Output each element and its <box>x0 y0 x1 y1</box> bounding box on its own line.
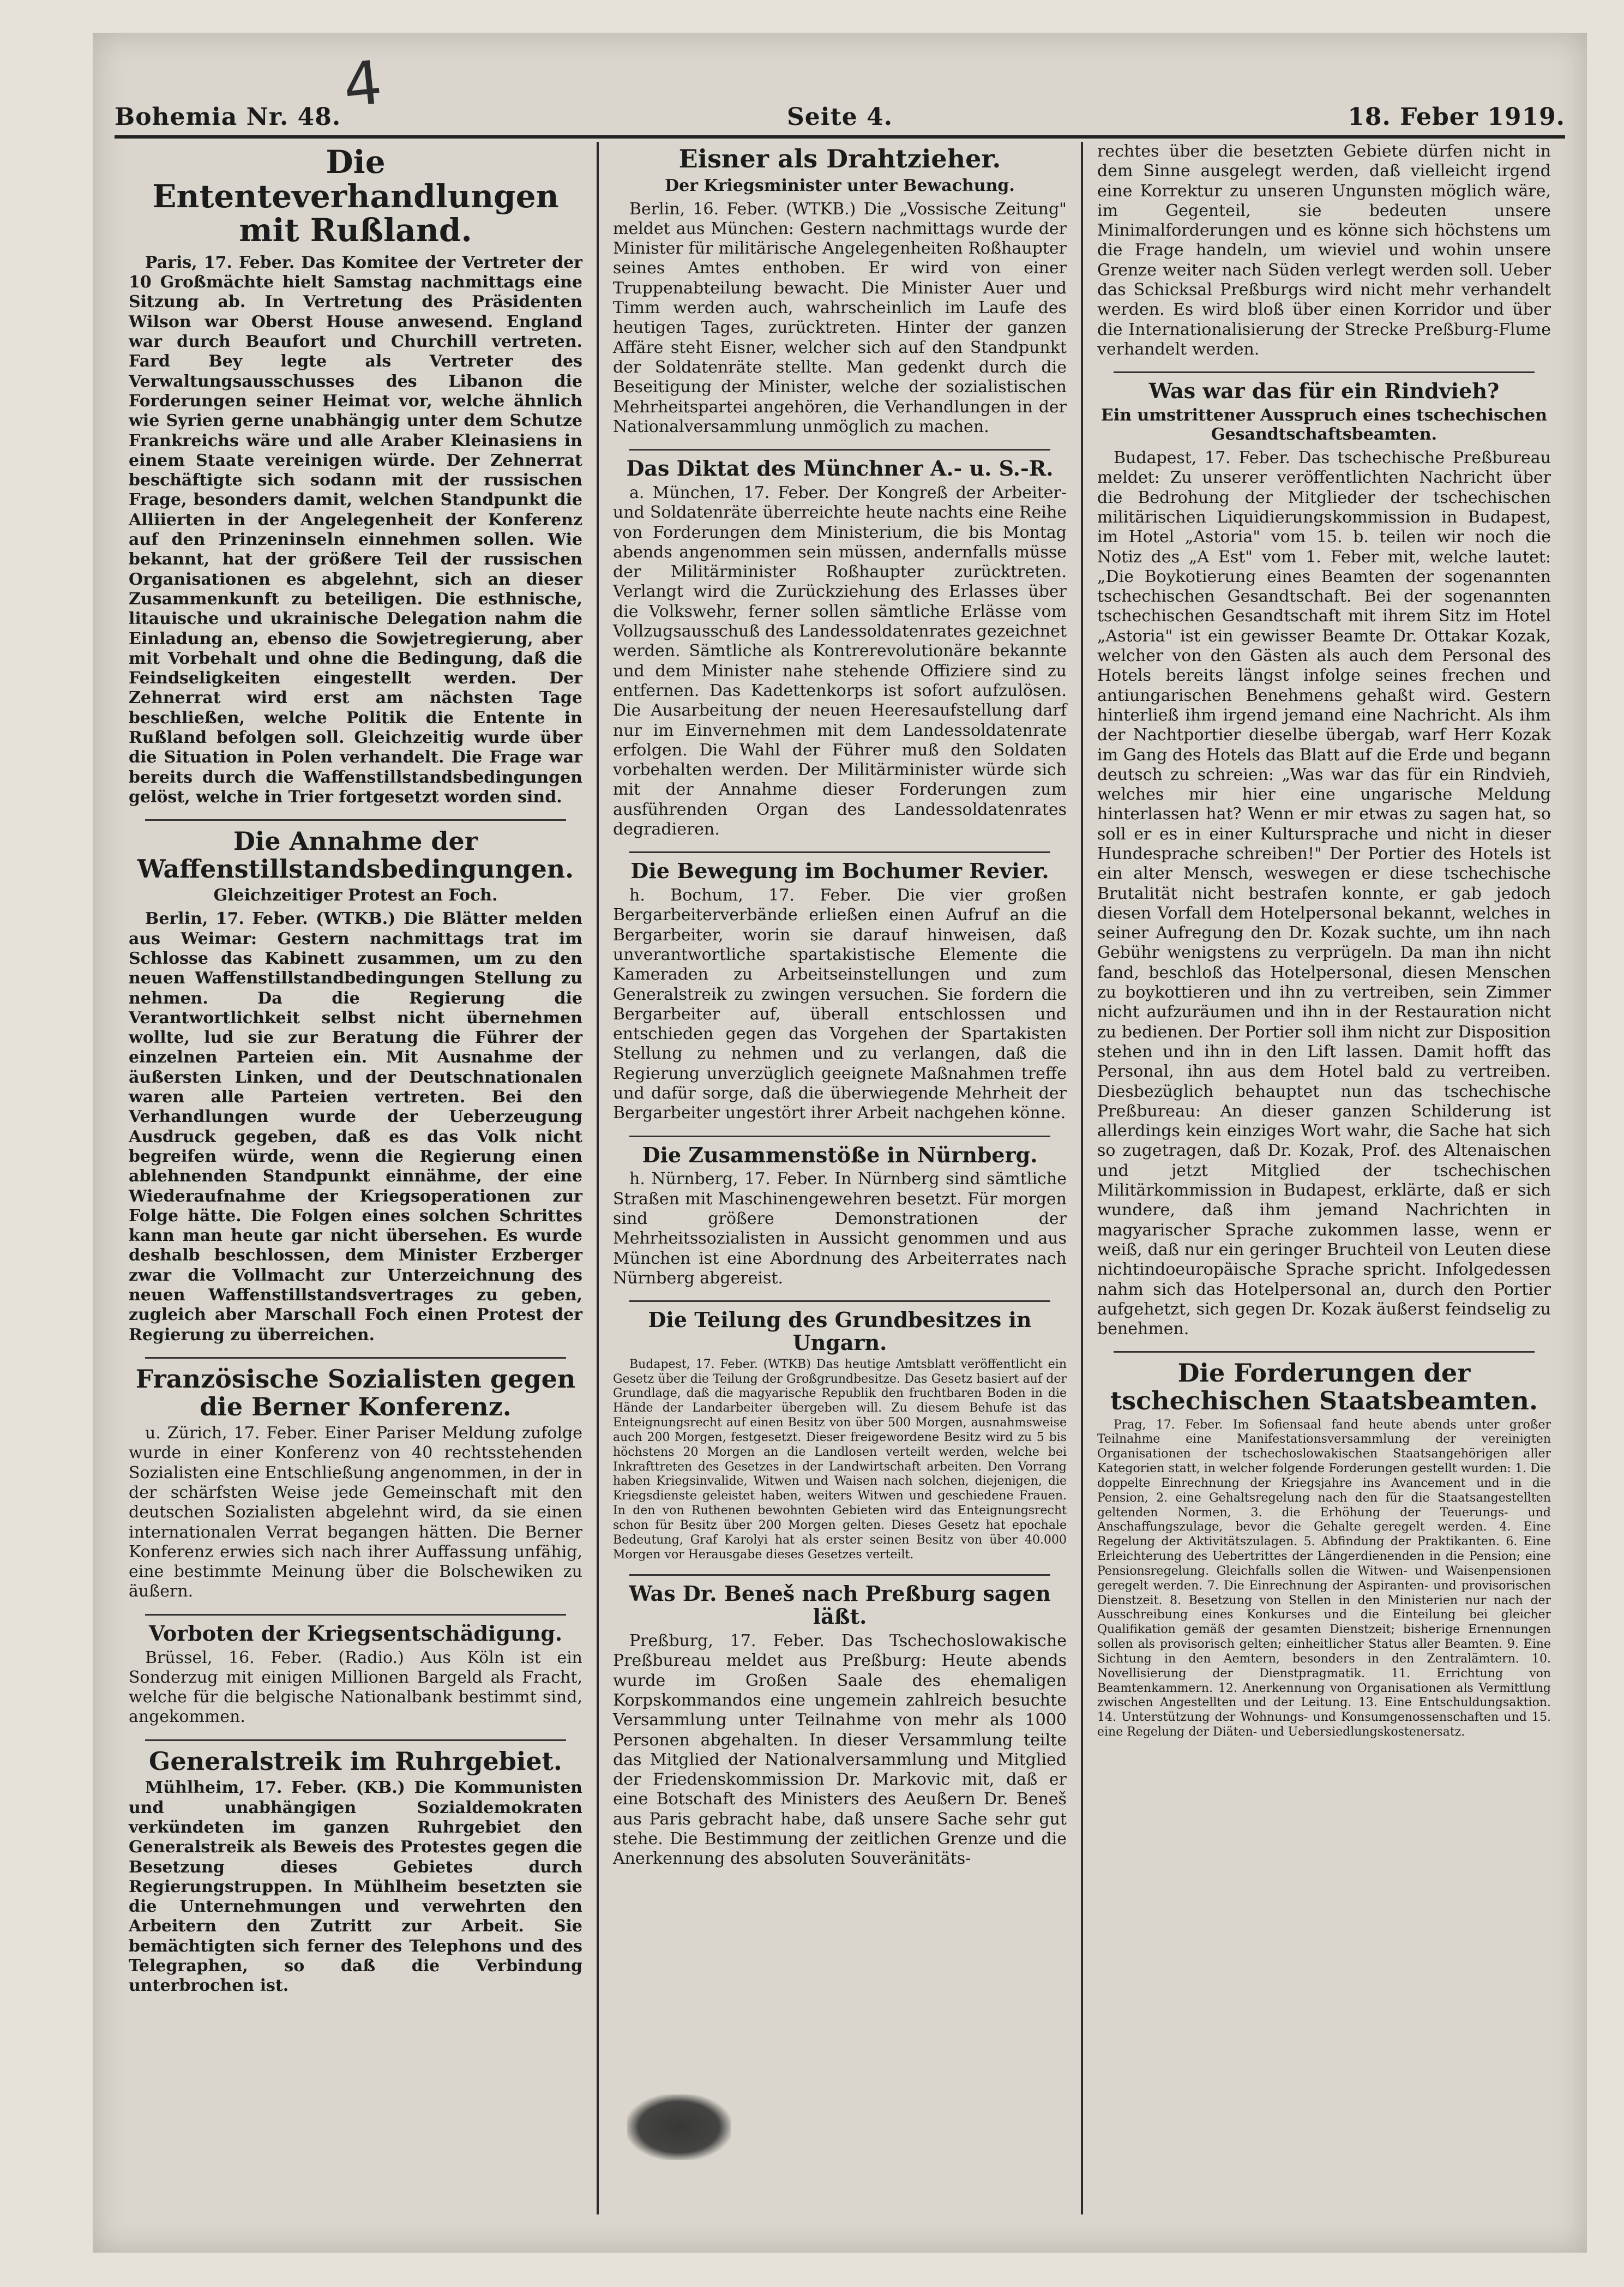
divider <box>629 449 1050 451</box>
article-body: Budapest, 17. Feber. (WTKB) Das heutige Amtsblatt veröffentlicht ein Gesetz über die Teilung der Großgrundbesitze. Das Gesetz basiert auf der Grundlage, daß die magyarische Republik den fruchtbaren Boden in die Hände der Landarbeiter übergeben will. Zu diesem Behufe ist das Enteignungsrecht auf einen Besitz von über 500 Morgen, ausnahmsweise auch 200 Morgen, festgesetzt. Dieser freigewordene Besitz wird zu 5 bis höchstens 20 Morgen an die Landlosen verteilt werden, welche bei Inkrafttreten des Gesetzes in der Landwirtschaft arbeiten. Den Vorrang haben Kriegsinvalide, Witwen und Waisen nach solchen, diejenigen, die Kriegsdienste geleistet haben, weiters Witwen und geschiedene Frauen. In den von Ruthenen bewohnten Gebieten wird das Enteignungsrecht schon für Besitz über 200 Morgen gelten. Dieses Gesetz hat epochale Bedeutung, Graf Karolyi hat als erster seinen Besitz von über 40.000 Morgen vor Herausgabe dieses Gesetzes verteilt. <box>613 1357 1067 1562</box>
article-headline: Die Ententeverhandlungen mit Rußland. <box>152 143 559 249</box>
article <box>613 457 1067 839</box>
column-3 <box>1083 142 1565 2214</box>
article <box>613 1582 1067 1869</box>
article-subheadline: Der Kriegsminister unter Bewachung. <box>665 176 1015 195</box>
article <box>613 145 1067 437</box>
article-headline: Was war das für ein Rindvieh? <box>1148 379 1500 404</box>
article-subheadline: Ein umstrittener Ausspruch eines tschechischen Gesandtschaftsbeamten. <box>1101 406 1547 445</box>
article-headline: Eisner als Drahtzieher. <box>678 144 1001 173</box>
article-body: Preßburg, 17. Feber. Das Tschechoslowakische Preßbureau meldet aus Preßburg: Heute abends wurde im Großen Saale des ehemaligen Korpskommandos eine ungemein zahlreich besuchte Versammlung unter Teilnahme von mehr als 1000 Personen abgehalten. In dieser Versammlung teilte das Mitglied der Nationalversammlung und Mitglied der Friedenskommission Dr. Markovic mit, daß er eine Botschaft des Ministers des Aeußern Dr. Beneš aus Paris gebracht habe, daß unsere Sache sehr gut stehe. Die Bestimmung der zeitlichen Grenze und die Anerkennung des absoluten Souveränitäts- <box>613 1631 1067 1869</box>
article-headline: Generalstreik im Ruhrgebiet. <box>149 1746 562 1776</box>
divider <box>145 1614 566 1616</box>
article-headline: Die Forderungen der tschechischen Staatsbeamten. <box>1110 1358 1538 1416</box>
article-headline: Die Zusammenstöße in Nürnberg. <box>642 1142 1038 1167</box>
article-subheadline: Gleichzeitiger Protest an Foch. <box>213 886 498 905</box>
divider <box>1114 371 1535 373</box>
article <box>613 1308 1067 1562</box>
divider <box>629 1300 1050 1302</box>
article-body: u. Zürich, 17. Feber. Einer Pariser Meldung zufolge wurde in einer Konferenz von 40 rechtsstehenden Sozialisten eine Entschließung angenommen, in der in der schärfsten Weise jede Gemeinschaft mit den deutschen Sozialisten abgelehnt wird, da sie einen internationalen Verrat begangen hätten. Die Berner Konferenz erwies sich nach ihrer Auffassung unfähig, eine bestimmte Meinung über die Bolschewiken zu äußern. <box>129 1424 582 1601</box>
article-body: Berlin, 16. Feber. (WTKB.) Die „Vossische Zeitung" meldet aus München: Gestern nachmittags wurde der Minister für militärische Angelegenheiten Roßhaupter seines Amtes enthoben. Er wird von einer Truppenabteilung bewacht. Die Minister Auer und Timm werden auch, wahrscheinlich im Laufe des heutigen Tages, zurücktreten. Hinter der ganzen Affäre steht Eisner, welcher sich auf den Standpunkt der Soldatenräte stellte. Man gedenkt durch die Beseitigung der Minister, welche der sozialistischen Mehrheitspartei angehören, die Verhandlungen in der Nationalversammlung unmöglich zu machen. <box>613 199 1067 436</box>
article <box>1097 142 1551 359</box>
article <box>129 1748 582 1996</box>
article-headline: Französische Sozialisten gegen die Berner Konferenz. <box>135 1364 576 1421</box>
article <box>613 860 1067 1123</box>
article <box>1097 1359 1551 1739</box>
header-masthead: Bohemia Nr. 48. <box>115 103 341 131</box>
article-body: Budapest, 17. Feber. Das tschechische Preßbureau meldet: Zu unserer veröffentlichten Nachricht über die Bedrohung der Mitglieder der tschechischen militärischen Liquidierungskommission in Budapest, im Hotel „Astoria" vom 15. b. teilen wir noch die Notiz des „A Est" vom 1. Feber mit, welche lautet: „Die Boykotierung eines Beamten der sogenannten tschechischen Gesandtschaft. Bei der sogenannten tschechischen Gesandtschaft mit ihrem Sitz im Hotel „Astoria" ist ein gewisser Beamte Dr. Ottakar Kozak, welcher von den Gästen als auch dem Personal des Hotels bereits längst infolge seines frechen und antiungarischen Benehmens gehaßt wird. Gestern hinterließ ihm irgend jemand eine Nachricht. Als ihm der Nachtportier dieselbe übergab, warf Herr Kozak im Gang des Hotels das Blatt auf die Erde und begann deutsch zu schreien: „Was war das für ein Rindvieh, welches mir hier eine ungarische Meldung hinterlassen hat? Wenn er mir etwas zu sagen hat, so soll er es in einer Kultursprache und nicht in dieser Hundesprache schreiben!" Der Portier des Hotels ist ein alter Mensch, weswegen er diese tschechische Brutalität nicht bestrafen konnte, er gab jedoch diesen Vorfall dem Hotelpersonal bekannt, welches in seiner Aufregung den Dr. Kozak suchte, um ihn nach Gebühr wenigstens zu verprügeln. Da man ihn nicht fand, beschloß das Hotelpersonal, diesen Menschen zu boykottieren und ihn zu vertreiben, sein Zimmer nicht aufzuräumen und ihn in der Restauration nicht zu bedienen. Der Portier soll ihm nicht zur Disposition stehen und ihn in den Lift lassen. Damit hofft das Personal, ihn aus dem Hotel bald zu vertreiben. Diesbezüglich behauptet nun das tschechische Preßbureau: An dieser ganzen Schilderung ist allerdings kein einziges Wort wahr, die Sache hat sich so zugetragen, daß Dr. Kozak, Prof. des Altenaischen und jetzt Mitglied der tschechischen Militärkommission in Budapest, erklärte, daß er sich wundere, daß ihm jemand Nachrichten in magyarischer Sprache zukommen lasse, wenn er weiß, daß nur ein geringer Bruchteil von Leuten diese nichtindoeuropäische Sprache spricht. Infolgedessen nahm sich das Hotelpersonal an, durch den Portier aufgehetzt, sich gegen Dr. Kozak äußerst feindselig zu benehmen. <box>1097 448 1551 1339</box>
header-page-number: Seite 4. <box>786 103 893 131</box>
divider <box>629 851 1050 853</box>
divider <box>145 1357 566 1359</box>
article <box>1097 380 1551 1339</box>
divider <box>1114 1351 1535 1353</box>
article-headline: Die Teilung des Grundbesitzes in Ungarn. <box>648 1307 1032 1355</box>
article-body: a. München, 17. Feber. Der Kongreß der Arbeiter- und Soldatenräte überreichte heute nachts eine Reihe von Forderungen dem Ministerium, die bis Montag abends angenommen sein müssen, andernfalls müsse der Militärminister Roßhaupter zurücktreten. Verlangt wird die Zurückziehung des Erlasses über die Volkswehr, ferner sollen sämtliche Erlässe vom Vollzugsausschuß des Landessoldatenrates gezeichnet werden. Sämtliche als Kontrerevolutionäre bekannte und dem Minister nahe stehende Offiziere sind zu entfernen. Das Kadettenkorps ist sofort aufzulösen. Die Ausarbeitung der neuen Heeresaufstellung darf nur im Einvernehmen mit dem Landessoldatenrate erfolgen. Die Wahl der Führer muß den Soldaten vorbehalten werden. Der Militärminister würde sich mit der Annahme dieser Forderungen zum ausführenden Organ des Landessoldatenrates degradieren. <box>613 483 1067 839</box>
divider <box>145 1739 566 1741</box>
columns <box>115 142 1565 2214</box>
article-body: h. Bochum, 17. Feber. Die vier großen Bergarbeiterverbände erließen einen Aufruf an die Bergarbeiter, worin sie darauf hinweisen, daß unverantwortliche spartakistische Elemente die Kameraden zu Arbeitseinstellungen und zum Generalstreik zu zwingen versuchen. Sie fordern die Bergarbeiter auf, überall entschlossen und entschieden gegen das Vorgehen der Spartakisten Stellung zu nehmen und zu verlangen, daß die Regierung unverzüglich geeignete Maßnahmen treffe und dafür sorge, daß die überwiegende Mehrheit der Bergarbeiter ungestört ihrer Arbeit nachgehen könne. <box>613 886 1067 1123</box>
page-header <box>115 47 1565 139</box>
article-headline: Die Bewegung im Bochumer Revier. <box>630 859 1049 884</box>
divider <box>629 1136 1050 1137</box>
article <box>129 1622 582 1727</box>
article-headline: Was Dr. Beneš nach Preßburg sagen läßt. <box>629 1581 1051 1629</box>
article-body: Brüssel, 16. Feber. (Radio.) Aus Köln ist ein Sonderzug mit einigen Millionen Bargeld als Fracht, welche für die belgische Nationalbank bestimmt sind, angekommen. <box>129 1648 582 1727</box>
article-body: h. Nürnberg, 17. Feber. In Nürnberg sind sämtliche Straßen mit Maschinengewehren besetzt. Für morgen sind größere Demonstrationen der Mehrheitssozialisten in Aussicht genommen und aus München ist eine Abordnung des Arbeiterrates nach Nürnberg abgereist. <box>613 1169 1067 1288</box>
article <box>129 827 582 1345</box>
article <box>613 1144 1067 1289</box>
article-headline: Vorboten der Kriegsentschädigung. <box>148 1620 563 1646</box>
divider <box>629 1574 1050 1576</box>
article-body: Berlin, 17. Feber. (WTKB.) Die Blätter melden aus Weimar: Gestern nachmittags trat im Schlosse das Kabinett zusammen, um zu den neuen Waffenstillstandbedingungen Stellung zu nehmen. Da die Regierung die Verantwortlichkeit selbst nicht übernehmen wollte, lud sie zur Beratung die Führer der einzelnen Parteien ein. Mit Ausnahme der äußersten Linken, und der Deutschnationalen waren alle Parteien vertreten. Bei den Verhandlungen wurde der Ueberzeugung Ausdruck gegeben, daß es das Volk nicht begreifen würde, wenn die Regierung einen ablehnenden Standpunkt einnähme, der eine Wiederaufnahme der Kriegsoperationen zur Folge hätte. Die Folgen eines solchen Schrittes kann man heute gar nicht übersehen. Es wurde deshalb beschlossen, dem Minister Erzberger zwar die Vollmacht zur Unterzeichnung des neuen Waffenstillstandsvertrages zu geben, zugleich aber Marschall Foch einen Protest der Regierung zu überreichen. <box>129 909 582 1344</box>
header-date: 18. Feber 1919. <box>1348 103 1565 131</box>
divider <box>145 819 566 821</box>
article-headline: Die Annahme der Waffenstillstandsbedingungen. <box>137 826 574 884</box>
article-headline: Das Diktat des Münchner A.- u. S.-R. <box>626 456 1054 481</box>
article-body-continued: rechtes über die besetzten Gebiete dürfen nicht in dem Sinne ausgelegt werden, daß vielleicht irgend eine Korrektur zu unseren Ungunsten möglich wäre, im Gegenteil, sie bedeuten unsere Minimalforderungen und es könne sich höchstens um die Frage handeln, um wieviel und wohin unsere Grenze weiter nach Süden verlegt werden soll. Ueber das Schicksal Preßburgs wird nicht mehr verhandelt werden. Es wird bloß über einen Korridor und über die Internationalisierung der Strecke Preßburg-Flume verhandelt werden. <box>1097 142 1551 359</box>
article-body: Mühlheim, 17. Feber. (KB.) Die Kommunisten und unabhängigen Sozialdemokraten verkündeten im ganzen Ruhrgebiet den Generalstreik als Beweis des Protestes gegen die Besetzung dieses Gebietes durch Regierungstruppen. In Mühlheim besetzten sie die Unternehmungen und verwehrten den Arbeitern den Zutritt zur Arbeit. Sie bemächtigten sich ferner des Telephons und des Telegraphen, so daß die Verbindung unterbrochen ist. <box>129 1778 582 1996</box>
newspaper-page <box>93 33 1587 2253</box>
handwritten-page-mark: 4 <box>340 47 386 121</box>
column-1 <box>115 142 599 2214</box>
column-2 <box>599 142 1083 2214</box>
article-body: Prag, 17. Feber. Im Sofiensaal fand heute abends unter großer Teilnahme eine Manifestationsversammlung der vereinigten Organisationen der tschechoslowakischen Staatsangehörigen aller Kategorien statt, in welcher folgende Forderungen gestellt wurden: 1. Die doppelte Einrechnung der Kriegsjahre ins Avancement und in die Pension, 2. eine Gehaltsregelung nach den für die Staatsangestellten geltenden Normen, 3. die Erhöhung der Teuerungs- und Anschaffungszulage, bevor die Gehalte geregelt werden. 4. Eine Regelung der Aktivitätszulagen. 5. Abfindung der Praktikanten. 6. Eine Erleichterung des Uebertrittes der Längerdienenden in die Pension; eine Pensionsregelung. Gleichfalls sollen die Witwen- und Waisenpensionen geregelt werden. 7. Die Einrechnung der Aspiranten- und provisorischen Dienstzeit. 8. Besetzung von Stellen in den Ministerien nur nach der Ausschreibung eines Konkurses und die Einteilung bei gleicher Qualifikation gemäß der gesamten Dienstzeit; bisherige Ernennungen sollen als provisorisch gelten; einheitlicher Status aller Beamten. 9. Eine Sichtung in den Aemtern, besonders in den Zentralämtern. 10. Novellisierung der Dienstpragmatik. 11. Errichtung von Beamtenkammern. 12. Anerkennung von Organisationen als Vermittlung zwischen Angestellten und der Leitung. 13. Eine Entschuldungsaktion. 14. Unterstützung der Wohnungs- und Konsumgenossenschaften und 15. eine Regelung der Diäten- und Uebersiedlungskostenersatz. <box>1097 1418 1551 1739</box>
article <box>129 145 582 807</box>
article <box>129 1365 582 1602</box>
article-body: Paris, 17. Feber. Das Komitee der Vertreter der 10 Großmächte hielt Samstag nachmittags eine Sitzung ab. In Vertretung des Präsidenten Wilson war Oberst House anwesend. England war durch Beaufort und Churchill vertreten. Fard Bey legte als Vertreter des Verwaltungsausschusses des Libanon die Forderungen seiner Heimat vor, welche ähnlich wie Syrien gerne unabhängig unter dem Schutze Frankreichs wäre und alle Araber Kleinasiens in einem Staate vereinigen würde. Der Zehnerrat beschäftigte sich sodann mit der russischen Frage, besonders damit, welchen Standpunkt die Alliierten in der Angelegenheit der Konferenz auf den Prinzeninseln einnehmen sollen. Wie bekannt, hat der größere Teil der russischen Organisationen es abgelehnt, sich an dieser Zusammenkunft zu beteiligen. Die esthnische, litauische und ukrainische Delegation nahm die Einladung an, ebenso die Sowjetregierung, aber mit Vorbehalt und ohne die Bedingung, daß die Feindseligkeiten eingestellt werden. Der Zehnerrat wird erst am nächsten Tage beschließen, welche Politik die Entente in Rußland befolgen soll. Gleichzeitig wurde über die Situation in Polen verhandelt. Die Frage war bereits durch die Waffenstillstandsbedingungen gelöst, welche in Trier fortgesetzt worden sind. <box>129 253 582 807</box>
